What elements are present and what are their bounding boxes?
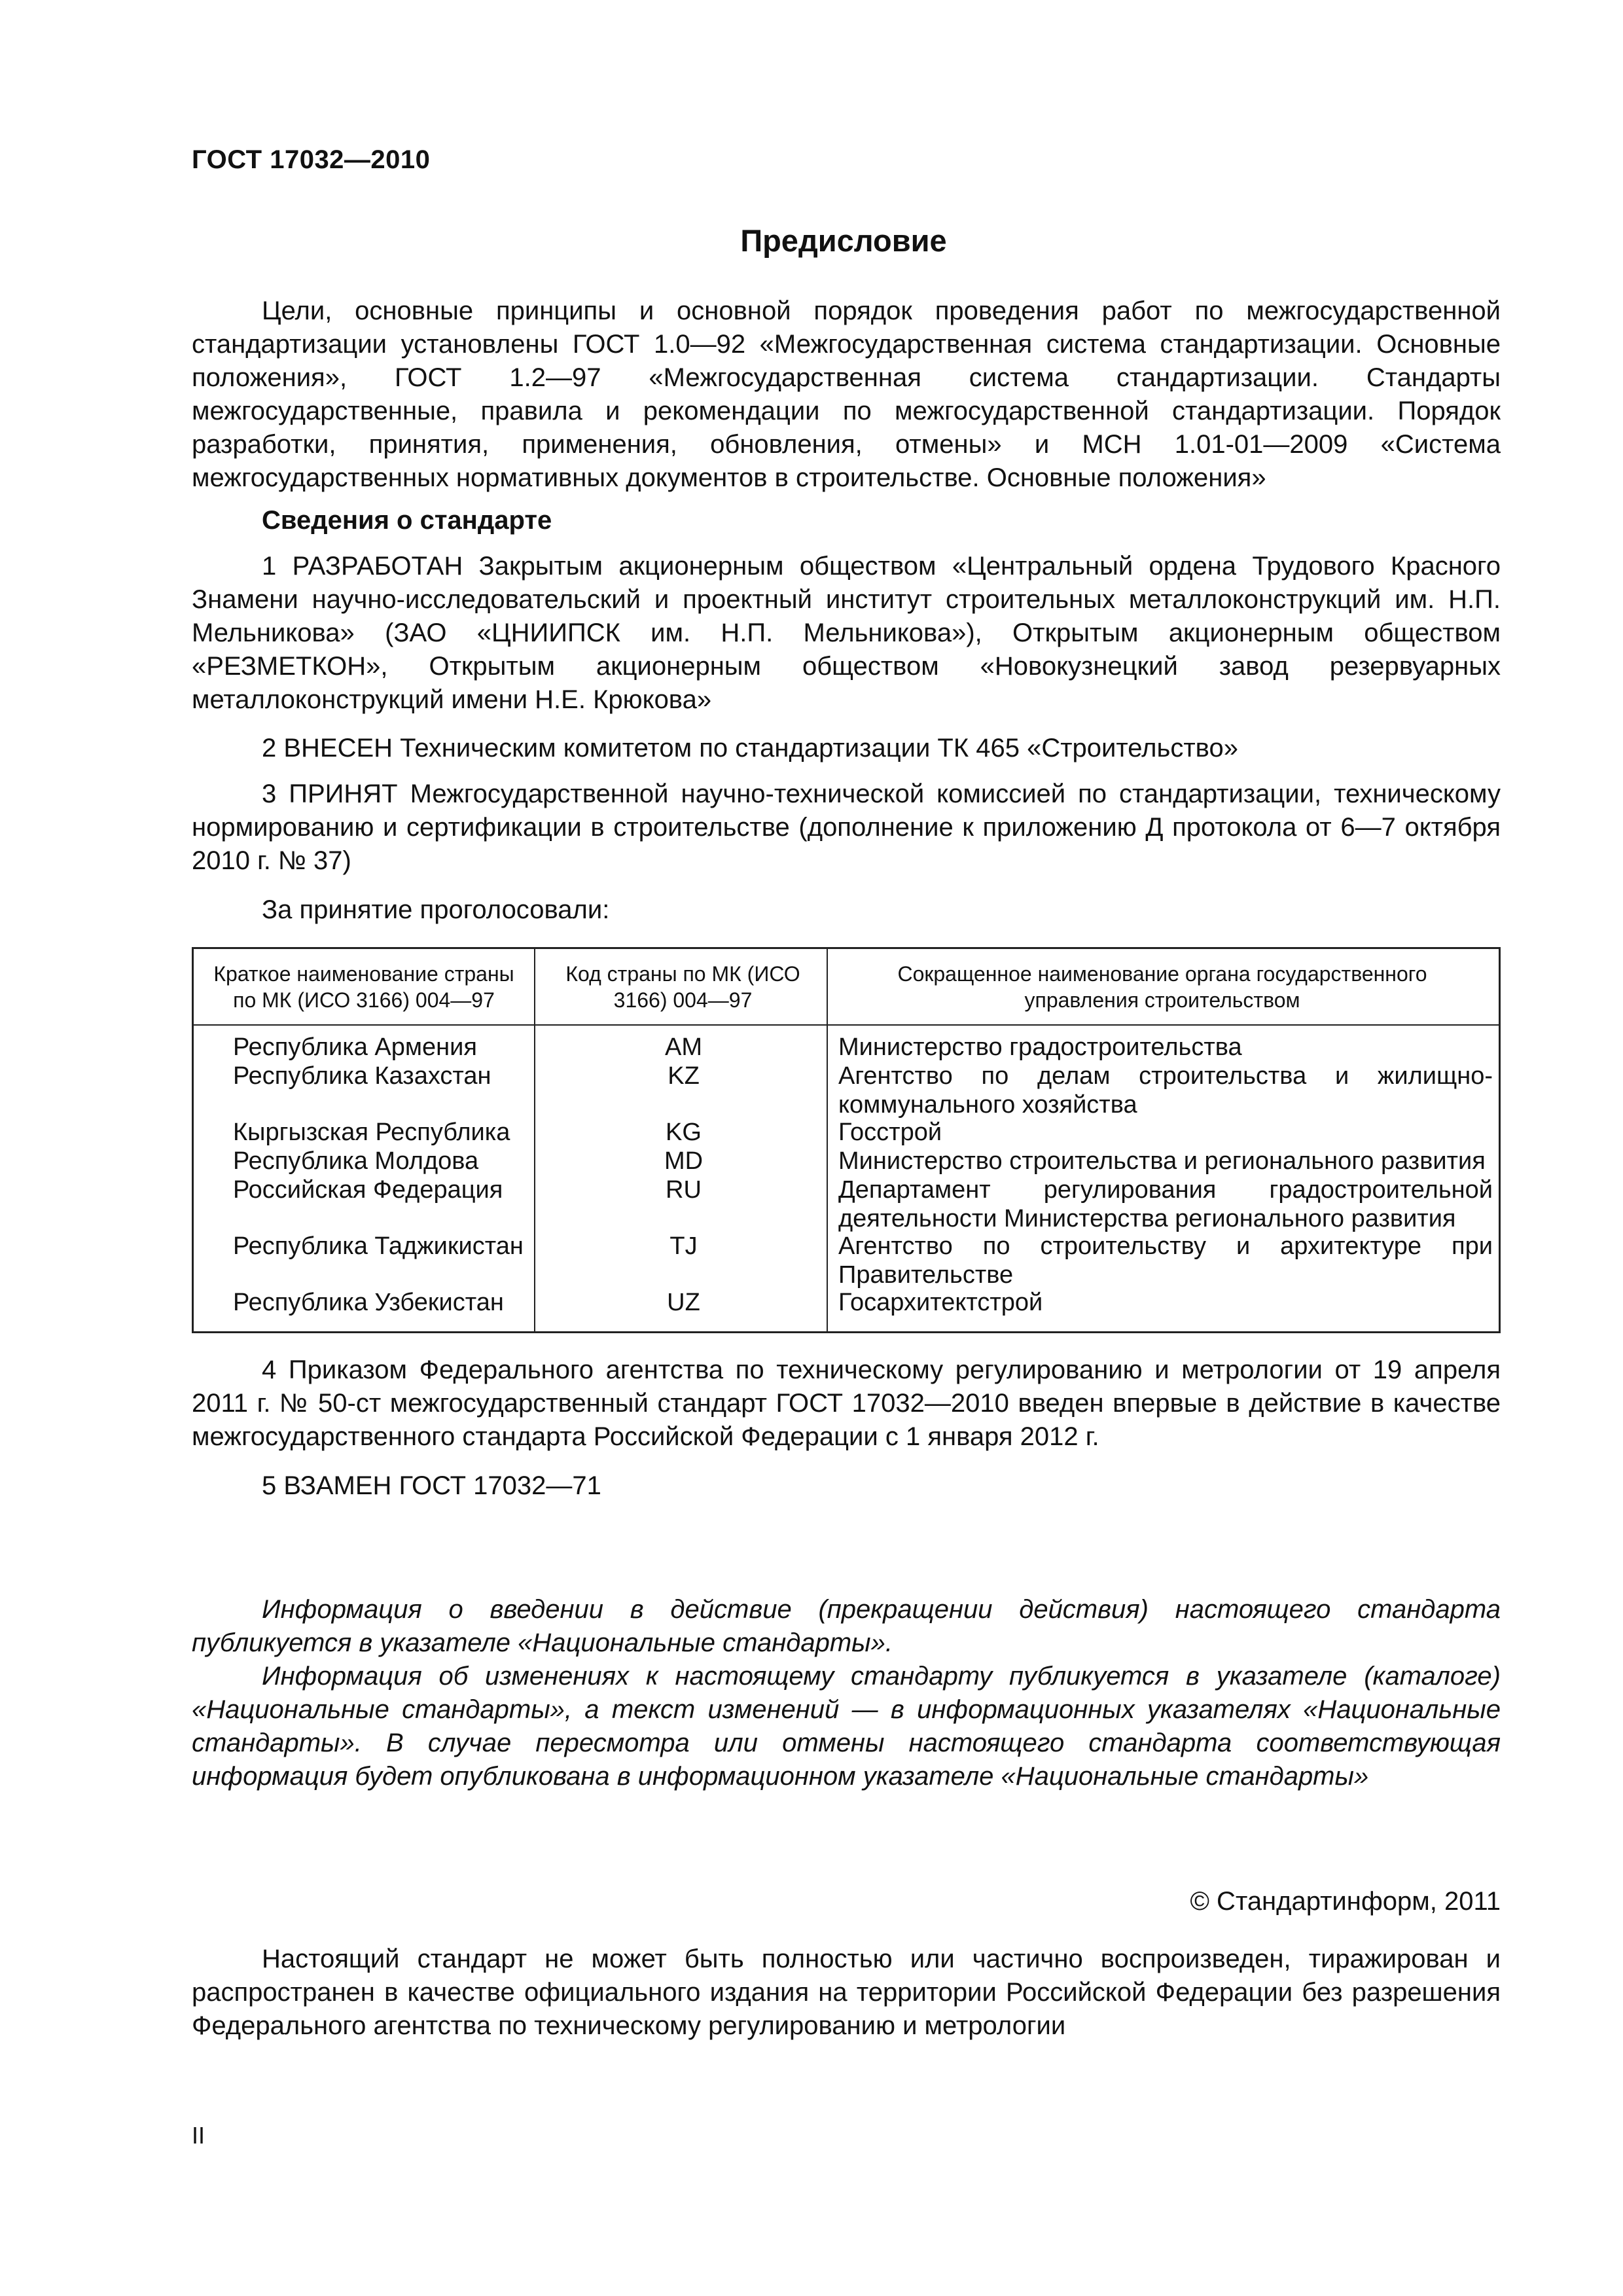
reproduction-notice: Настоящий стандарт не может быть полностью или частично воспроизведен, тиражирован и распространен в качестве официального издания на территории Российской Федерации без разрешения Федерального агентства по техническому регулированию и метрологии (192, 1945, 1501, 2040)
table-cell-country: Кыргызская Республика (233, 1119, 510, 1146)
standard-info-heading: Сведения о стандарте (262, 506, 552, 535)
table-header-code: Код страны по МК (ИСО 3166) 004—97 (565, 962, 800, 1012)
table-cell-country: Республика Узбекистан (233, 1289, 504, 1316)
table-cell-organ: Министерство строительства и регионального развития (838, 1147, 1486, 1175)
table-header-divider (194, 1024, 1499, 1026)
table-cell-organ: Министерство градостроительства (838, 1033, 1242, 1061)
voting-table (192, 947, 1501, 1333)
table-cell-code: MD (664, 1147, 704, 1175)
table-cell-code: KG (666, 1119, 702, 1146)
copyright: © Стандартинформ, 2011 (1190, 1887, 1501, 1916)
table-cell-organ: Госстрой (838, 1119, 942, 1146)
table-cell-country: Республика Молдова (233, 1147, 479, 1175)
table-cell-code: UZ (667, 1289, 700, 1316)
item-3-adopted: 3 ПРИНЯТ Межгосударственной научно-технической комиссией по стандартизации, техническому нормированию и сертификации в строительстве (дополнение к приложению Д протокола от 6—7 октября 2010 г. № 37) (192, 780, 1501, 875)
table-cell-organ: Агентство по делам строительства и жилищно-коммунального хозяйства (838, 1062, 1493, 1119)
table-column-divider (534, 949, 535, 1331)
table-header-organ: Сокращенное наименование органа государственного управления строительством (897, 962, 1427, 1012)
table-cell-code: KZ (668, 1062, 700, 1090)
table-cell-code: AM (665, 1033, 702, 1061)
document-code: ГОСТ 17032—2010 (192, 145, 431, 174)
table-header-country: Краткое наименование страны по МК (ИСО 3166) 004—97 (213, 962, 514, 1012)
item-2-submitted: 2 ВНЕСЕН Техническим комитетом по стандартизации ТК 465 «Строительство» (262, 734, 1238, 762)
intro-paragraph: Цели, основные принципы и основной порядок проведения работ по межгосударственной стандартизации установлены ГОСТ 1.0—92 «Межгосударственная система стандартизации. Основные положения», ГОСТ 1.2—97 «Межгосударственная система стандартизации. Стандарты межгосударственные, правила и рекомендации по межгосударственной стандартизации. Порядок разработки, принятия, применения, обновления, отмены» и МСН 1.01-01—2009 «Система межгосударственных нормативных документов в строительстве. Основные положения» (192, 296, 1501, 492)
table-cell-country: Республика Таджикистан (233, 1232, 524, 1260)
table-cell-organ: Департамент регулирования градостроительной деятельности Министерства регионального развития (838, 1176, 1493, 1232)
table-cell-organ: Агентство по строительству и архитектуре при Правительстве (838, 1232, 1493, 1289)
info-changes: Информация об изменениях к настоящему стандарту публикуется в указателе (каталоге) «Национальные стандарты», а текст изменений — в информационных указателях «Национальные стандарты». В случае пересмотра или отмены настоящего стандарта соответствующая информация будет опубликована в информационном указателе «Национальные стандарты» (192, 1662, 1501, 1791)
table-cell-organ: Госархитектстрой (838, 1289, 1043, 1316)
table-cell-code: RU (666, 1176, 702, 1204)
voted-label: За принятие проголосовали: (262, 895, 610, 924)
item-4-order: 4 Приказом Федерального агентства по техническому регулированию и метрологии от 19 апреля 2011 г. № 50-ст межгосударственный стандарт ГОСТ 17032—2010 введен впервые в действие в качестве межгосударственного стандарта Российской Федерации с 1 января 2012 г. (192, 1355, 1501, 1451)
item-1-developed: 1 РАЗРАБОТАН Закрытым акционерным обществом «Центральный ордена Трудового Красного Знамени научно-исследовательский и проектный институт строительных металлоконструкций им. Н.П. Мельникова» (ЗАО «ЦНИИПСК им. Н.П. Мельникова»), Открытым акционерным обществом «РЕЗМЕТКОН», Открытым акционерным обществом «Новокузнецкий завод резервуарных металлоконструкций имени Н.Е. Крюкова» (192, 552, 1501, 714)
table-cell-country: Российская Федерация (233, 1176, 503, 1204)
info-introduction: Информация о введении в действие (прекращении действия) настоящего стандарта публикуется в указателе «Национальные стандарты». (192, 1595, 1501, 1657)
table-cell-code: TJ (669, 1232, 698, 1260)
table-cell-country: Республика Армения (233, 1033, 477, 1061)
item-5-replaces: 5 ВЗАМЕН ГОСТ 17032—71 (262, 1471, 601, 1500)
table-cell-country: Республика Казахстан (233, 1062, 491, 1090)
section-title: Предисловие (740, 223, 947, 258)
page-number: II (192, 2122, 205, 2149)
